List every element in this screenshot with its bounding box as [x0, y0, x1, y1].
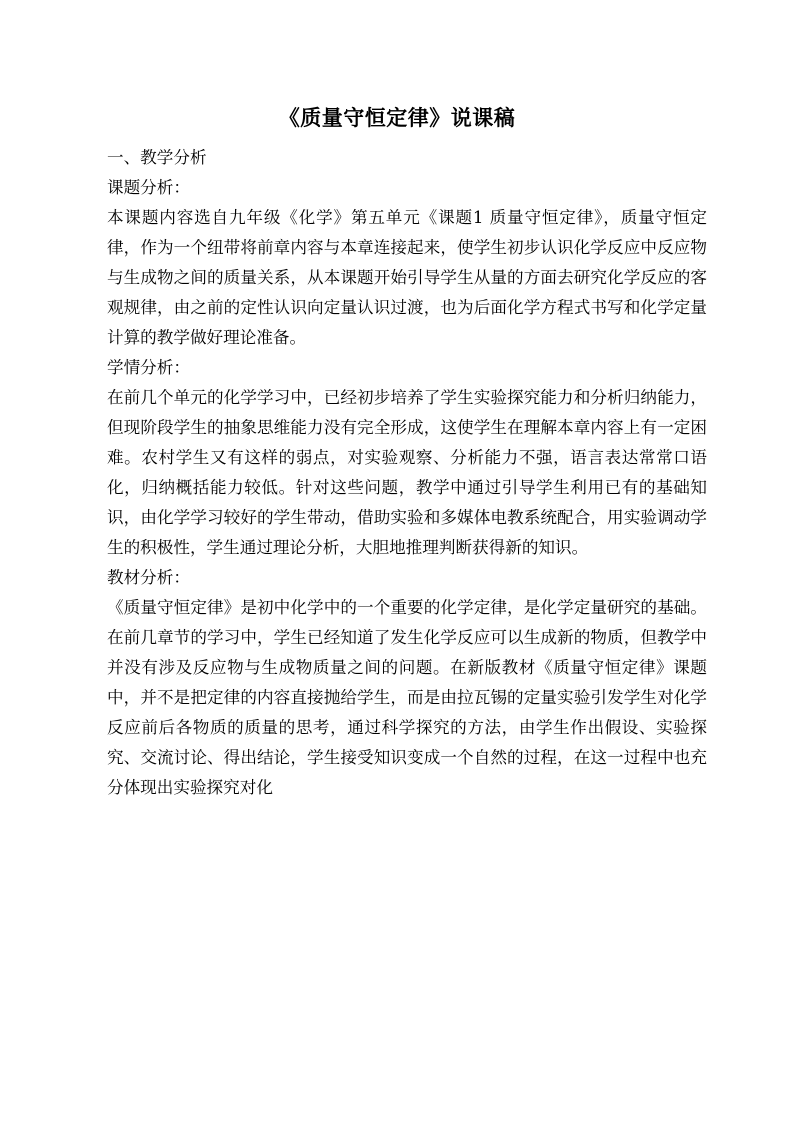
document-title: 《质量守恒定律》说课稿 [278, 105, 516, 130]
section-heading-teaching-analysis: 一、教学分析 [107, 148, 207, 167]
subsection-heading-student-analysis: 学情分析： [107, 358, 190, 377]
subsection-heading-topic-analysis: 课题分析： [107, 178, 190, 197]
subsection-heading-textbook-analysis: 教材分析： [107, 568, 190, 587]
paragraph-student-analysis: 在前几个单元的化学学习中，已经初步培养了学生实验探究能力和分析归纳能力，但现阶段学生的抽象思维能力没有完全形成，这使学生在理解本章内容上有一定困难。农村学生又有这样的弱点，对实验观察、分析能力不强，语言表达常常口语化，归纳概括能力较低。针对这些问题，教学中通过引导学生利用已有的基础知识，由化学学习较好的学生带动，借助实验和多媒体电教系统配合，用实验调动学生的积极性，学生通过理论分析，大胆地推理判断获得新的知识。 [107, 388, 707, 557]
paragraph-textbook-analysis: 《质量守恒定律》是初中化学中的一个重要的化学定律，是化学定量研究的基础。在前几章节的学习中，学生已经知道了发生化学反应可以生成新的物质，但教学中并没有涉及反应物与生成物质量之间的问题。在新版教材《质量守恒定律》课题中，并不是把定律的内容直接抛给学生，而是由拉瓦锡的定量实验引发学生对化学反应前后各物质的质量的思考，通过科学探究的方法，由学生作出假设、实验探究、交流讨论、得出结论，学生接受知识变成一个自然的过程，在这一过程中也充分体现出实验探究对化 [107, 598, 707, 797]
document-body [107, 143, 707, 803]
paragraph-topic-analysis: 本课题内容选自九年级《化学》第五单元《课题1 质量守恒定律》，质量守恒定律，作为一个纽带将前章内容与本章连接起来，使学生初步认识化学反应中反应物与生成物之间的质量关系，从本课题开始引导学生从量的方面去研究化学反应的客观规律，由之前的定性认识向定量认识过渡，也为后面化学方程式书写和化学定量计算的教学做好理论准备。 [107, 208, 707, 347]
